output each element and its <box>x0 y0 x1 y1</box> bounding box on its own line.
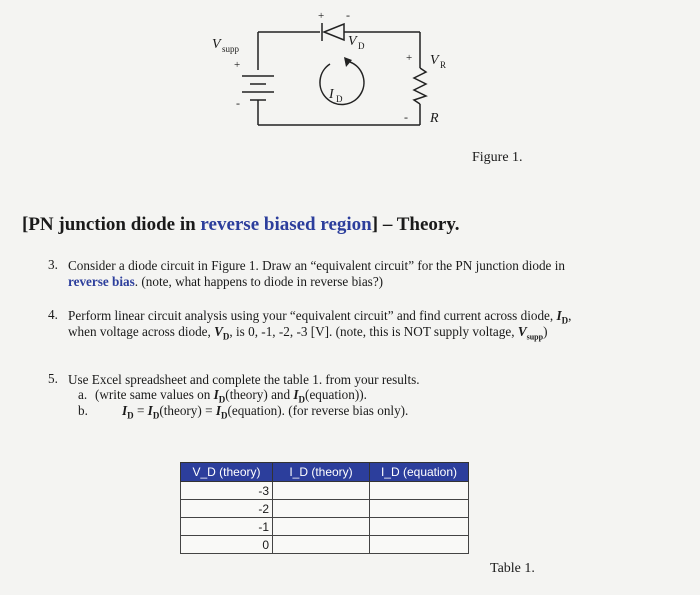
vr-label-sub: R <box>440 60 447 70</box>
item-5b-label: b. <box>78 403 88 418</box>
resistor-plus: + <box>406 52 413 64</box>
item-3-line2-text: . (note, what happens to diode in reverse bias?) <box>134 274 384 289</box>
table-cell[interactable] <box>370 500 469 518</box>
item-4-line2 <box>68 323 547 346</box>
resistor-minus: - <box>404 110 408 124</box>
item-5a-text-2: (theory) and <box>225 387 294 402</box>
figure-caption: Figure 1. <box>472 150 523 165</box>
item-5a-text <box>95 387 367 405</box>
heading-close: ] – Theory. <box>371 214 460 235</box>
item-3-emphasis: reverse bias <box>68 274 135 289</box>
section-heading <box>22 214 460 236</box>
item-4-var-vsupp: V <box>517 324 527 339</box>
item-5a-label: a. <box>78 387 88 402</box>
item-5b-var1: I <box>122 403 128 418</box>
item-5a-var1-sub: D <box>218 394 226 405</box>
item-5a-var2-sub: D <box>298 394 306 405</box>
table-cell[interactable] <box>273 482 370 500</box>
item-5a-text-3: (equation)). <box>305 387 367 402</box>
table-row <box>181 500 469 518</box>
diode-plus: + <box>318 10 325 22</box>
heading-open: [PN junction diode in <box>22 214 201 235</box>
item-5b-var2: I <box>147 403 153 418</box>
item-4-line1-text: Perform linear circuit analysis using your “equivalent circuit” and find current across diode, <box>68 308 557 323</box>
item-5-number: 5. <box>48 371 58 386</box>
table-row <box>181 518 469 536</box>
table-cell[interactable] <box>273 536 370 554</box>
id-label: I <box>329 87 334 102</box>
item-5b-text <box>122 403 408 421</box>
battery-plus: + <box>234 59 241 71</box>
item-3-line2 <box>68 273 383 290</box>
table-cell[interactable]: -3 <box>181 482 273 500</box>
item-5a-var1: I <box>213 387 219 402</box>
item-5a-text-1: (write same values on <box>95 387 214 402</box>
item-5b-var2-sub: D <box>152 410 160 421</box>
item-5-line1: Use Excel spreadsheet and complete the table 1. from your results. <box>68 372 420 387</box>
item-4-line2-text-b: , is 0, -1, -2, -3 [V]. (note, this is NOT supply voltage, <box>229 324 518 339</box>
heading-highlight: reverse biased region <box>200 214 372 235</box>
id-label-sub: D <box>336 94 343 104</box>
table-cell[interactable] <box>273 500 370 518</box>
item-4-line2-end: ) <box>543 324 548 339</box>
table-cell[interactable] <box>370 536 469 554</box>
table-cell[interactable] <box>273 518 370 536</box>
item-5b-text-2: (theory) = <box>159 403 216 418</box>
table-row <box>181 482 469 500</box>
circuit-diagram <box>0 0 700 165</box>
table-caption: Table 1. <box>490 561 535 576</box>
item-3-line1: Consider a diode circuit in Figure 1. Draw an “equivalent circuit” for the PN junction diode in <box>68 258 565 273</box>
resistor-symbol <box>414 68 426 104</box>
table-cell[interactable] <box>370 518 469 536</box>
table-cell[interactable]: -1 <box>181 518 273 536</box>
diode-minus: - <box>346 8 350 22</box>
vsupp-label-sub: supp <box>222 44 240 54</box>
item-4-number: 4. <box>48 307 58 322</box>
table-header-row <box>181 463 469 482</box>
item-4-line1-end: , <box>568 308 572 323</box>
results-table <box>180 462 469 554</box>
item-5b-text-3: (equation). (for reverse bias only). <box>227 403 409 418</box>
item-4-var-id: I <box>556 308 562 323</box>
item-4-var-vd: V <box>214 324 223 339</box>
item-5b-var3: I <box>215 403 221 418</box>
vsupp-label: V <box>212 37 221 52</box>
header-id-theory: I_D (theory) <box>273 463 370 482</box>
diode-symbol <box>324 24 344 40</box>
table-cell[interactable] <box>370 482 469 500</box>
table-cell[interactable]: -2 <box>181 500 273 518</box>
item-5b-var1-sub: D <box>127 410 134 421</box>
item-4-var-vd-sub: D <box>222 331 230 342</box>
item-5b-var3-sub: D <box>220 410 228 421</box>
header-vd-theory: V_D (theory) <box>181 463 273 482</box>
vd-label-sub: D <box>358 41 365 51</box>
header-id-equation: I_D (equation) <box>370 463 469 482</box>
item-4-var-id-sub: D <box>561 315 569 326</box>
item-3-number: 3. <box>48 257 58 272</box>
table-cell[interactable]: 0 <box>181 536 273 554</box>
item-5b-text-1: = <box>133 403 148 418</box>
r-label: R <box>430 111 439 126</box>
table-row <box>181 536 469 554</box>
battery-minus: - <box>236 96 240 110</box>
item-4-var-vsupp-sub: supp <box>526 332 544 342</box>
vd-label: V <box>348 34 357 49</box>
item-5a-var2: I <box>293 387 299 402</box>
item-4-line2-text: when voltage across diode, <box>68 324 215 339</box>
vr-label: V <box>430 53 439 68</box>
